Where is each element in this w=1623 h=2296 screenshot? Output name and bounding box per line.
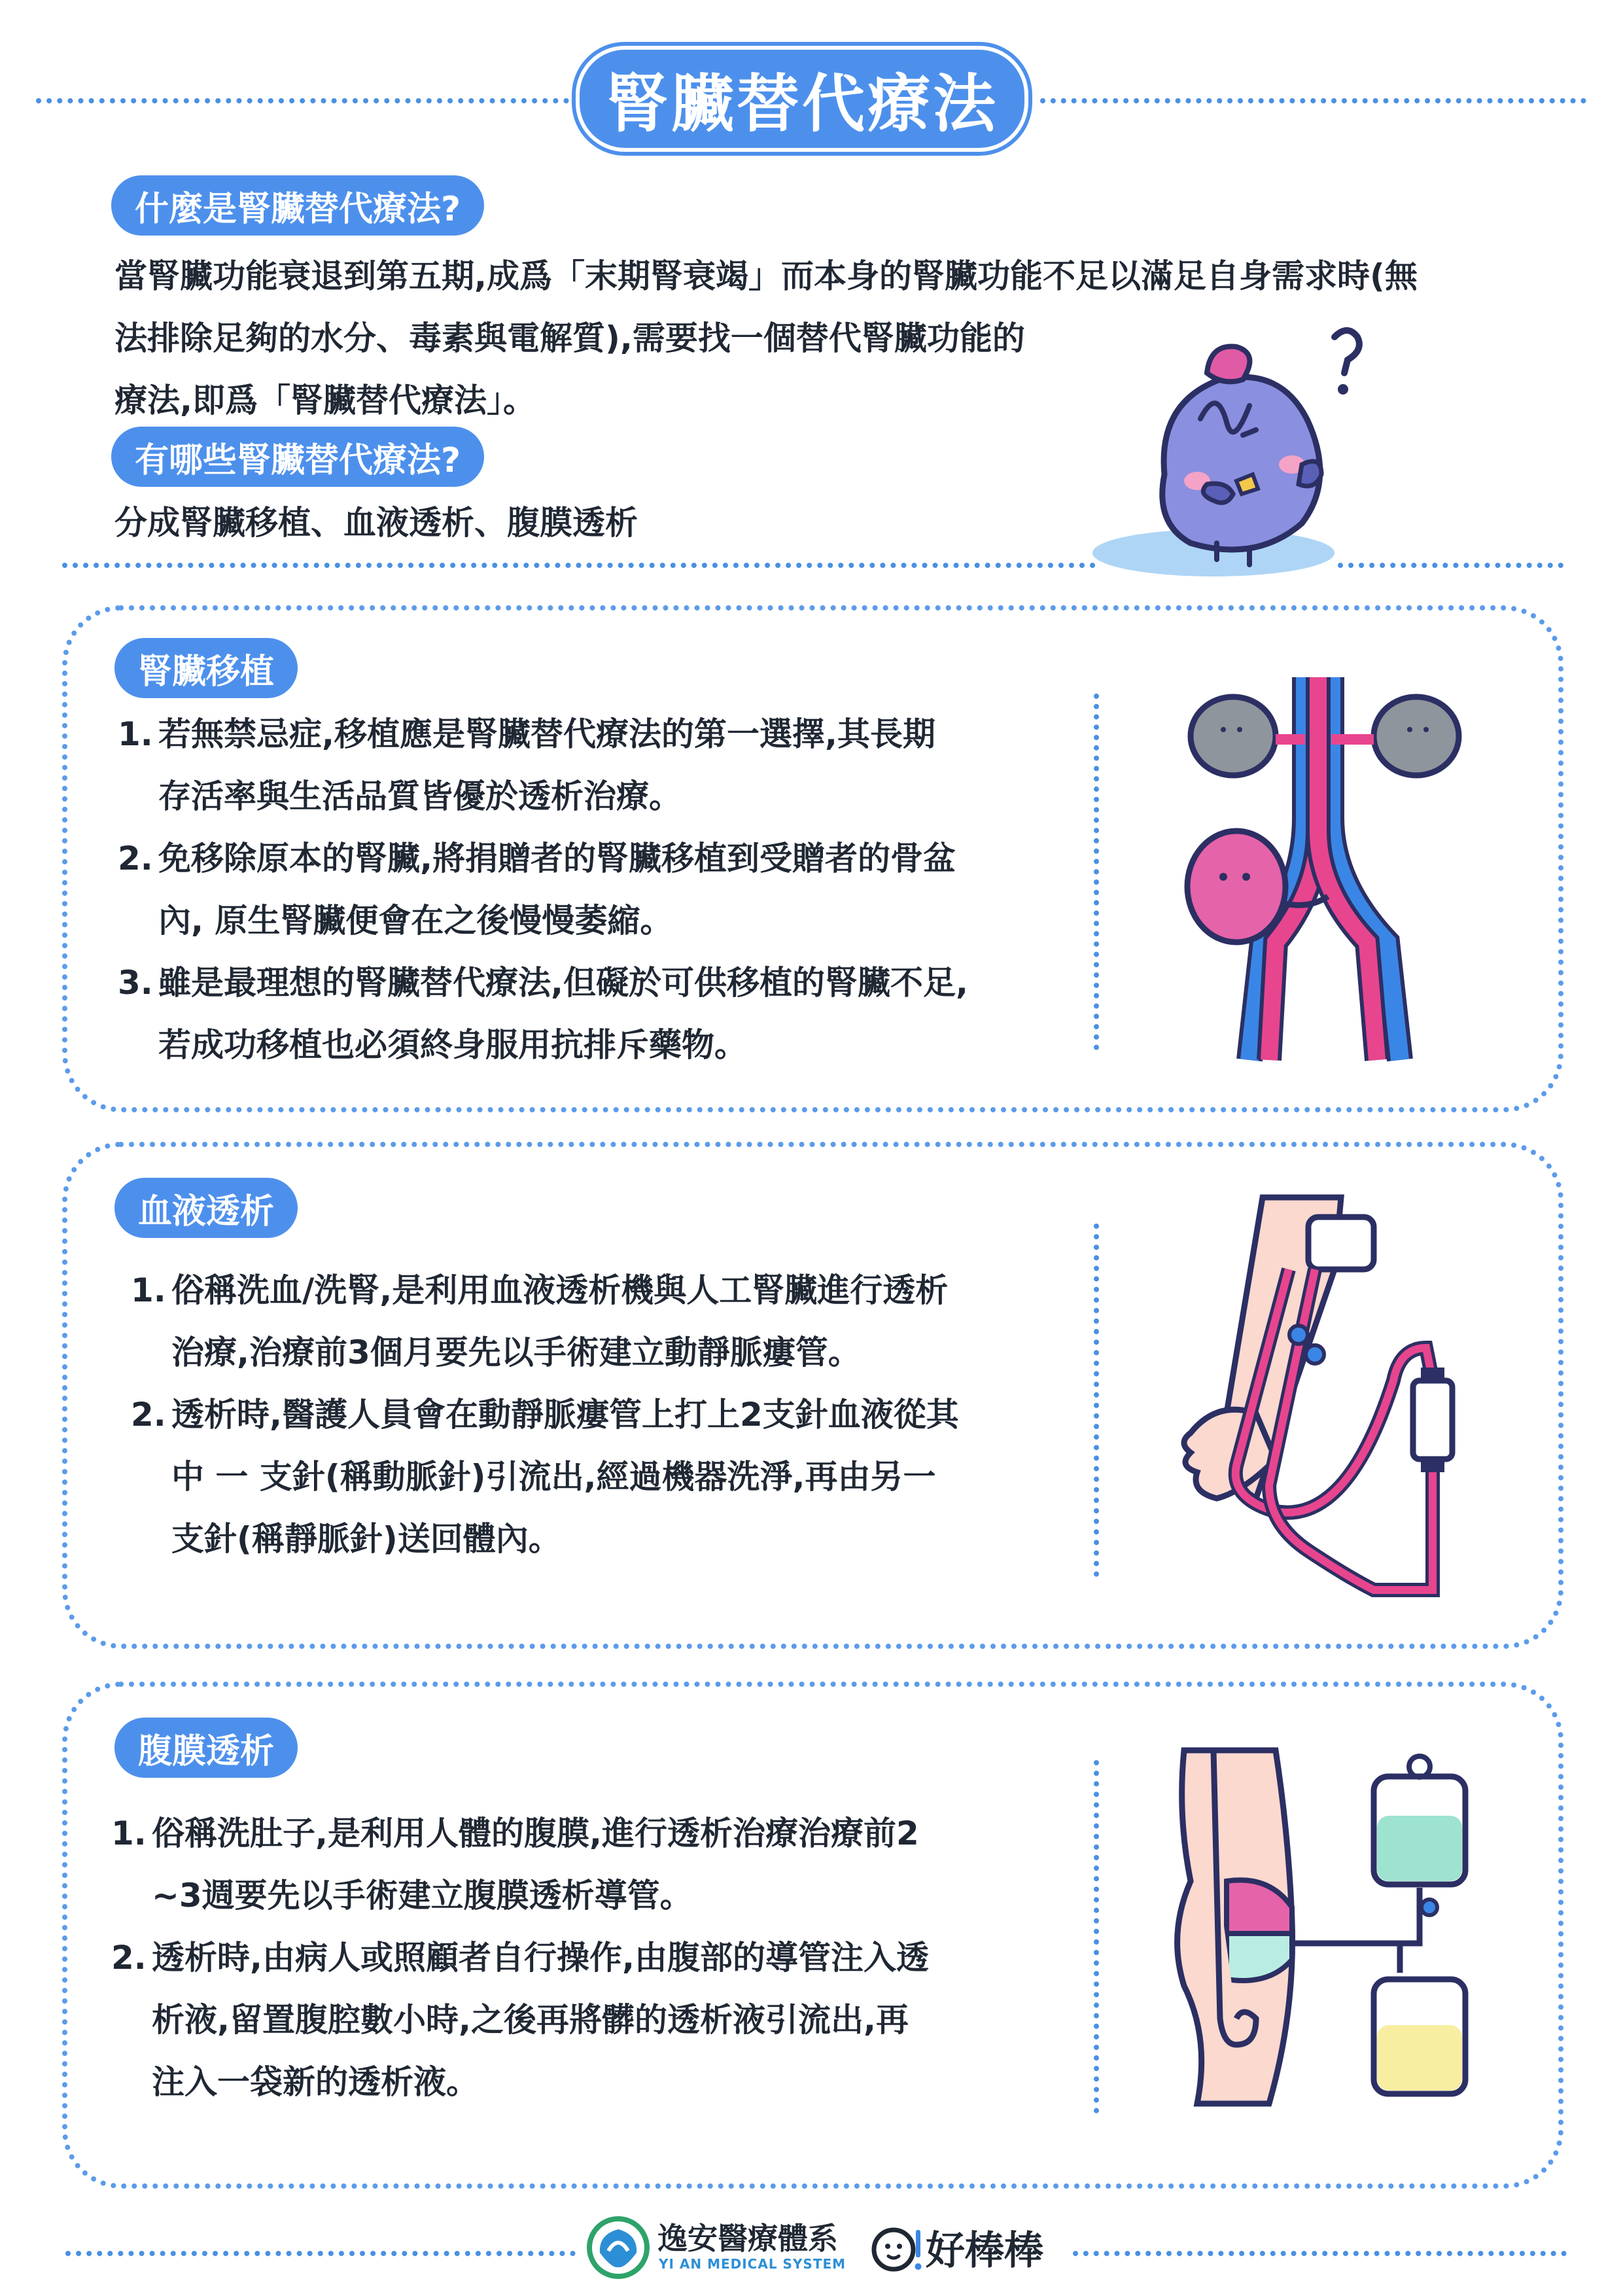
section-title-hemodialysis: 血液透析 xyxy=(114,1178,298,1238)
list-item: 1. 若無禁忌症,移植應是腎臟替代療法的第一選擇,其長期 存活率與生活品質皆優於透析治療。 xyxy=(118,715,935,815)
brand1-subtitle: YI AN MEDICAL SYSTEM xyxy=(659,2256,846,2272)
peritoneal-list xyxy=(111,1803,1079,2113)
question-pill-2: 有哪些腎臟替代療法? xyxy=(111,427,484,487)
list-item: 2. 透析時,由病人或照顧者自行操作,由腹部的導管注入透 析液,留置腹腔數小時,之後再將髒的透析液引流出,再 注入一袋新的透析液。 xyxy=(111,1939,929,2101)
footer-divider-right xyxy=(1073,2251,1567,2256)
list-item: 1. 俗稱洗肚子,是利用人體的腹膜,進行透析治療治療前2 ~3週要先以手術建立腹膜透析導管。 xyxy=(111,1814,919,1915)
list-item: 1. 俗稱洗血/洗腎,是利用血液透析機與人工腎臟進行透析 治療,治療前3個月要先以手術建立動靜脈瘻管。 xyxy=(131,1271,949,1371)
intro-divider xyxy=(62,563,1096,568)
transplant-list xyxy=(118,703,1086,1076)
brand1-name: 逸安醫療體系 xyxy=(657,2221,838,2256)
hemodialysis-divider xyxy=(1094,1224,1099,1577)
question-pill-1: 什麼是腎臟替代療法? xyxy=(111,175,484,236)
list-item: 2. 免移除原本的腎臟,將捐贈者的腎臟移植到受贈者的骨盆 內, 原生腎臟便會在之後慢慢萎縮。 xyxy=(118,839,956,940)
page-title: 腎臟替代療法 xyxy=(576,46,1028,152)
list-item: 2. 透析時,醫護人員會在動靜脈瘻管上打上2支針血液從其 中 一 支針(稱動脈針)引流出,經過機器洗淨,再由另一 支針(稱靜脈針)送回體內。 xyxy=(131,1396,959,1558)
title-divider-left xyxy=(36,98,569,103)
intro-divider-right xyxy=(1338,563,1563,568)
section-title-peritoneal: 腹膜透析 xyxy=(114,1718,298,1778)
peritoneal-divider xyxy=(1094,1760,1099,2113)
mascot-illustration xyxy=(1086,308,1367,582)
yian-logo-icon xyxy=(585,2215,651,2280)
section-title-transplant: 腎臟移植 xyxy=(114,638,298,698)
kidney-transplant-illustration xyxy=(1178,667,1472,1073)
intro-answer: 分成腎臟移植、血液透析、腹膜透析 xyxy=(114,504,638,542)
title-divider-right xyxy=(1040,98,1586,103)
footer-divider-left xyxy=(65,2251,576,2256)
transplant-divider xyxy=(1094,694,1099,1050)
peritoneal-illustration xyxy=(1171,1737,1478,2130)
list-item: 3. 雖是最理想的腎臟替代療法,但礙於可供移植的腎臟不足, 若成功移植也必須終身服用抗排斥藥物。 xyxy=(118,964,968,1064)
hemodialysis-list xyxy=(131,1260,1099,1570)
brand2-name: 好棒棒 xyxy=(926,2228,1043,2274)
haobangbang-logo-icon xyxy=(870,2223,922,2276)
intro-paragraph: 當腎臟功能衰退到第五期,成爲「末期腎衰竭」而本身的腎臟功能不足以滿足自身需求時(無 法排除足夠的水分、毒素與電解質),需要找一個替代腎臟功能的 療法,即爲「腎臟替代療法」。 xyxy=(114,257,1418,419)
hemodialysis-illustration xyxy=(1178,1184,1472,1629)
